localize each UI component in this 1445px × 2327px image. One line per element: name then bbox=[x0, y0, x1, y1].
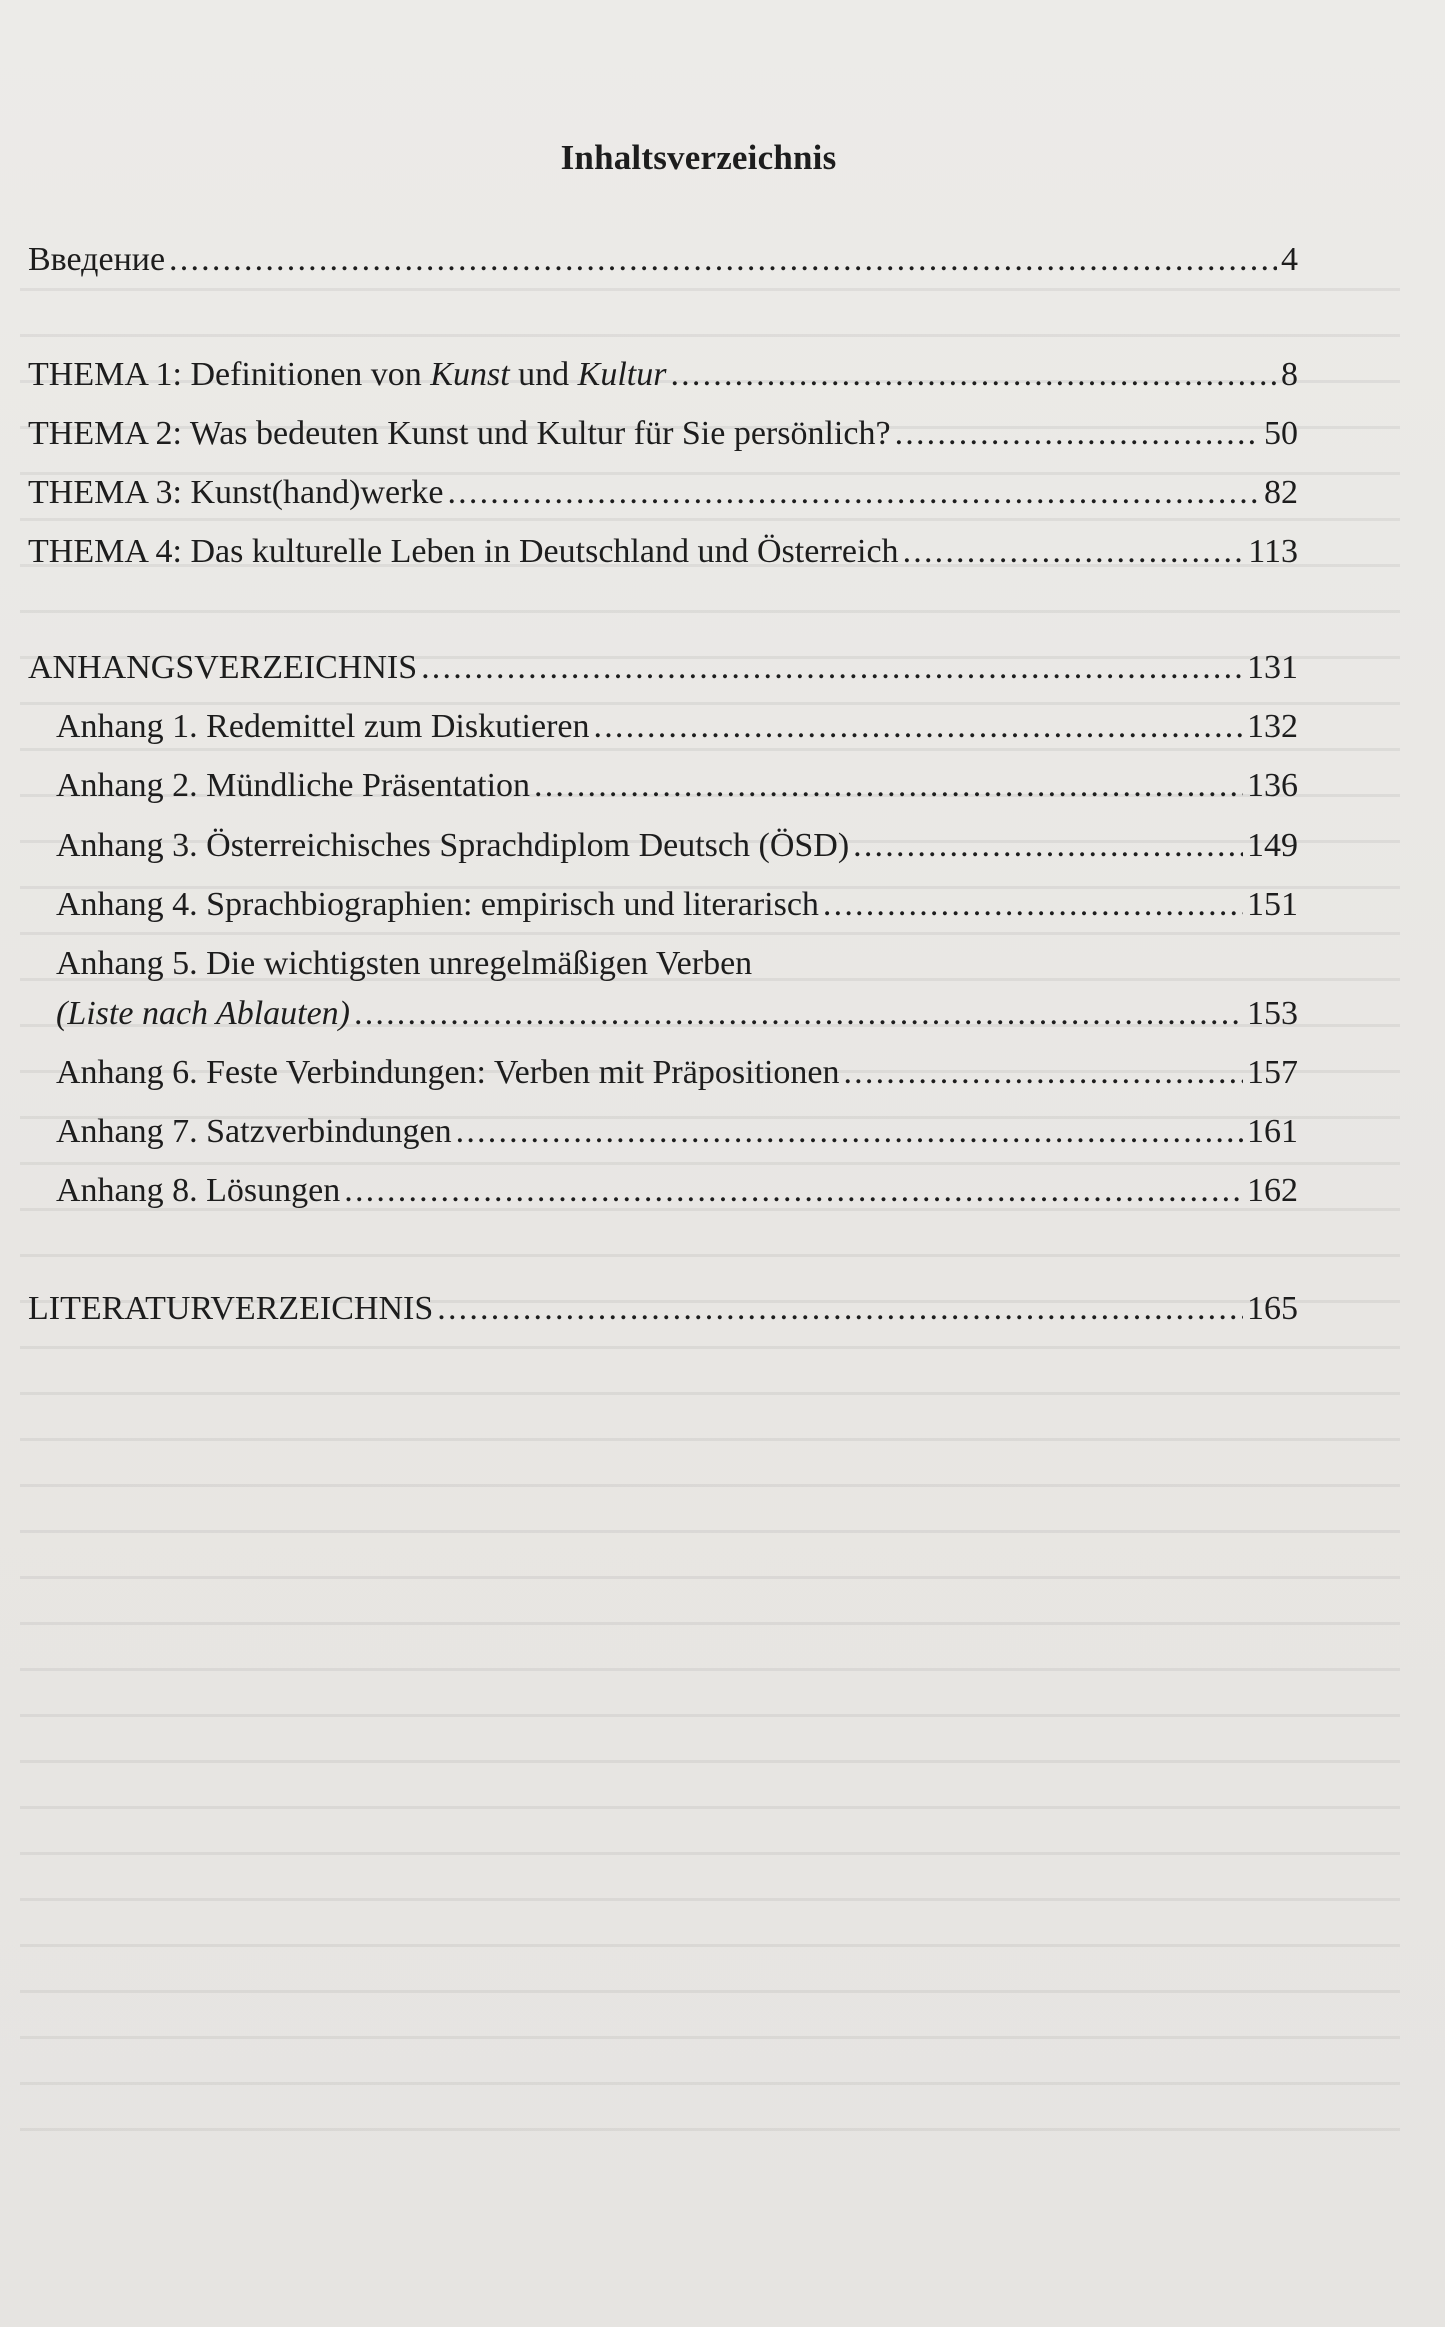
toc-page-number: 162 bbox=[1247, 1172, 1298, 1209]
toc-entry-label: THEMA 3: Kunst(hand)werke bbox=[28, 474, 444, 511]
toc-page-number: 132 bbox=[1247, 708, 1298, 745]
leader-dots bbox=[344, 1171, 1243, 1211]
toc-entry-label: ANHANGSVERZEICHNIS bbox=[28, 649, 418, 686]
toc-page-number: 131 bbox=[1247, 649, 1298, 686]
leader-dots bbox=[903, 532, 1245, 572]
leader-dots bbox=[843, 1053, 1243, 1093]
toc-entry-thema-1 bbox=[28, 355, 1298, 395]
toc-entry-anhang-5 bbox=[56, 994, 1298, 1034]
leader-dots bbox=[447, 473, 1260, 513]
leader-dots bbox=[853, 826, 1243, 866]
leader-dots bbox=[895, 414, 1260, 454]
toc-page-number: 136 bbox=[1247, 767, 1298, 804]
toc-entry-bibliography bbox=[28, 1289, 1298, 1329]
toc-page-number: 8 bbox=[1281, 356, 1298, 393]
toc-entry-label: THEMA 1: Definitionen von Kunst und Kultur bbox=[28, 356, 667, 393]
toc-entry-label: Anhang 6. Feste Verbindungen: Verben mit Präpositionen bbox=[56, 1054, 840, 1091]
toc-entry-label: THEMA 4: Das kulturelle Leben in Deutschland und Österreich bbox=[28, 533, 899, 570]
toc-entry-anhang-4 bbox=[56, 885, 1298, 925]
toc-entry-anhang-1 bbox=[56, 707, 1298, 747]
toc-page-number: 113 bbox=[1248, 533, 1298, 570]
toc-entry-anhang-6 bbox=[56, 1053, 1298, 1093]
toc-entry-anhang-8 bbox=[56, 1171, 1298, 1211]
toc-entry-label: Anhang 8. Lösungen bbox=[56, 1172, 341, 1209]
toc-entry-anhang-7 bbox=[56, 1112, 1298, 1152]
toc-page-number: 151 bbox=[1247, 886, 1298, 923]
toc-entry-thema-2 bbox=[28, 414, 1298, 454]
toc-entry-anhang-5-label: Anhang 5. Die wichtigsten unregelmäßigen Verben bbox=[56, 945, 753, 982]
toc-entry-thema-3 bbox=[28, 473, 1298, 513]
leader-dots bbox=[421, 648, 1243, 688]
toc-entry-label: Anhang 2. Mündliche Präsentation bbox=[56, 767, 531, 804]
toc-page-number: 50 bbox=[1264, 415, 1298, 452]
leader-dots bbox=[534, 766, 1243, 806]
toc-page-number: 4 bbox=[1281, 241, 1298, 278]
leader-dots bbox=[823, 885, 1243, 925]
toc-entry-thema-4 bbox=[28, 532, 1298, 572]
toc-entry-label: THEMA 2: Was bedeuten Kunst und Kultur für Sie persönlich? bbox=[28, 415, 891, 452]
toc-entry-appendix bbox=[28, 648, 1298, 688]
toc-page-number: 157 bbox=[1247, 1054, 1298, 1091]
toc-page-number: 165 bbox=[1247, 1290, 1298, 1327]
leader-dots bbox=[169, 240, 1277, 280]
toc-entry-label: Anhang 3. Österreichisches Sprachdiplom Deutsch (ÖSD) bbox=[56, 827, 850, 864]
toc-entry-label-continuation: (Liste nach Ablauten) bbox=[56, 995, 350, 1032]
toc-entry-label: Anhang 4. Sprachbiographien: empirisch und literarisch bbox=[56, 886, 819, 923]
toc-entry-anhang-2 bbox=[56, 766, 1298, 806]
leader-dots bbox=[354, 994, 1243, 1034]
toc-entry-label: Введение bbox=[28, 241, 166, 278]
toc-page-number: 149 bbox=[1247, 827, 1298, 864]
leader-dots bbox=[670, 355, 1277, 395]
leader-dots bbox=[594, 707, 1244, 747]
toc-title: Inhaltsverzeichnis bbox=[560, 138, 837, 177]
toc-page-number: 82 bbox=[1264, 474, 1298, 511]
toc-entry-intro bbox=[28, 240, 1298, 280]
toc-entry-label: Anhang 1. Redemittel zum Diskutieren bbox=[56, 708, 590, 745]
leader-dots bbox=[437, 1289, 1243, 1329]
toc-entry-anhang-3 bbox=[56, 826, 1298, 866]
toc-entry-label: Anhang 7. Satzverbindungen bbox=[56, 1113, 452, 1150]
toc-entry-label: LITERATURVERZEICHNIS bbox=[28, 1290, 434, 1327]
toc-page-number: 153 bbox=[1247, 995, 1298, 1032]
leader-dots bbox=[456, 1112, 1243, 1152]
toc-page-number: 161 bbox=[1247, 1113, 1298, 1150]
